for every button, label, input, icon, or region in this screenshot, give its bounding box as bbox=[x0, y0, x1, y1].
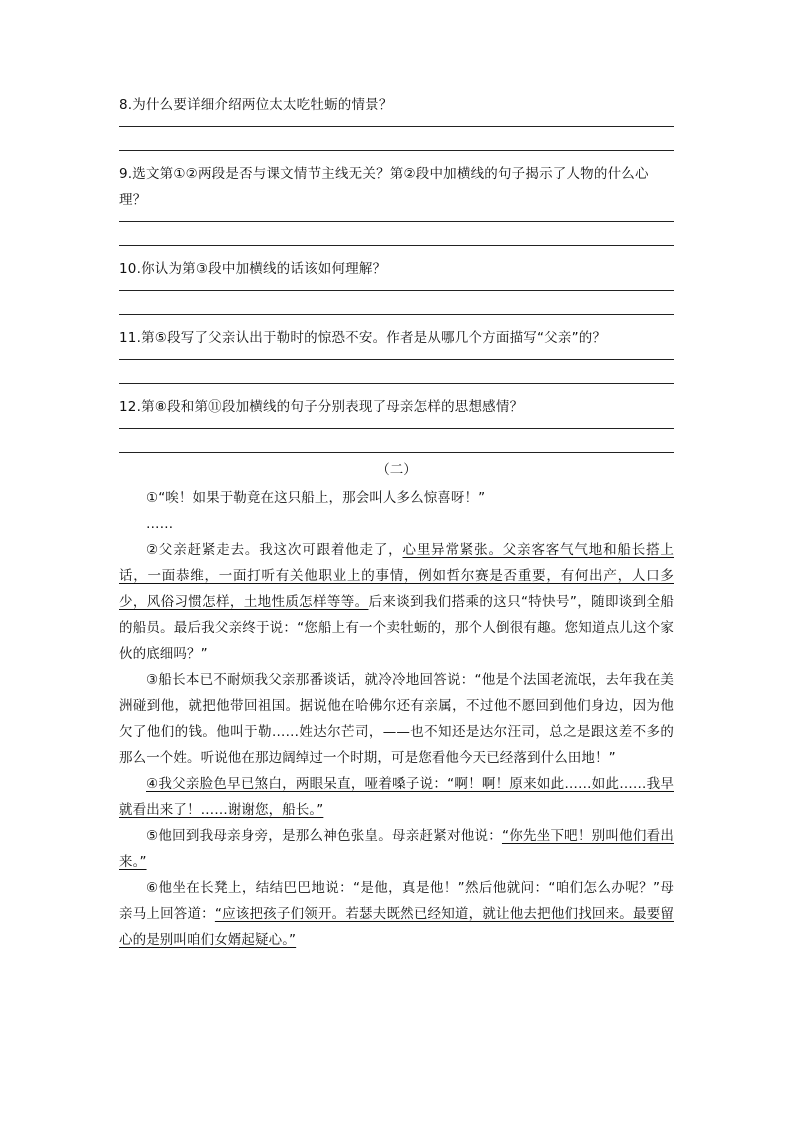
paragraph-2-start: ②父亲赶紧走去。我这次可跟着他走了， bbox=[146, 542, 403, 558]
paragraph-6-start: ⑥他坐在长凳上，结结巴巴地说：“是他，真是他！”然后他就问：“咱们怎么办呢？”母亲马上回答道： bbox=[119, 880, 674, 922]
underlined-sentence: “应该把孩子们领开。若瑟夫既然已经知道，就让他去把他们找回来。最要留心的是别叫咱们女婿起疑心。” bbox=[119, 906, 674, 948]
underlined-sentence: “你先坐下吧！别叫他们看出来。” bbox=[119, 828, 674, 870]
answer-line[interactable] bbox=[119, 150, 674, 151]
question-8: 8.为什么要详细介绍两位太太吃牡蛎的情景？ bbox=[119, 97, 393, 113]
paragraph-2 bbox=[119, 537, 674, 667]
paragraph-4 bbox=[119, 771, 674, 823]
paragraph-6 bbox=[119, 875, 674, 953]
answer-line[interactable] bbox=[119, 221, 674, 222]
paragraph-5 bbox=[119, 823, 674, 875]
question-10: 10.你认为第③段中加横线的话该如何理解？ bbox=[119, 261, 387, 277]
answer-line[interactable] bbox=[119, 428, 674, 429]
underlined-sentence: 心里异常紧张。父亲客客气气地和船长搭上话，一面恭维，一面打听有关他职业上的事情，例如哲尔赛是否重要，有何出产，人口多少，风俗习惯怎样，土地性质怎样等等。 bbox=[119, 542, 674, 610]
answer-line[interactable] bbox=[119, 452, 674, 453]
answer-line[interactable] bbox=[119, 290, 674, 291]
answer-line[interactable] bbox=[119, 314, 674, 315]
underlined-sentence: ④我父亲脸色早已煞白，两眼呆直，哑着嗓子说：“啊！啊！原来如此……如此……我早就看出来了！……谢谢您，船长。” bbox=[119, 776, 674, 818]
worksheet-page bbox=[119, 92, 674, 953]
question-9: 9.选文第①②两段是否与课文情节主线无关？第②段中加横线的句子揭示了人物的什么心理？ bbox=[119, 166, 649, 208]
answer-line[interactable] bbox=[119, 245, 674, 246]
question-12: 12.第⑧段和第⑪段加横线的句子分别表现了母亲怎样的思想感情？ bbox=[119, 399, 524, 415]
answer-line[interactable] bbox=[119, 383, 674, 384]
paragraph-3: ③船长本已不耐烦我父亲那番谈话，就冷冷地回答说：“他是个法国老流氓，去年我在美洲碰到他，就把他带回祖国。据说他在哈佛尔还有亲属，不过他不愿回到他们身边，因为他欠了他们的钱。他叫于勒……姓达尔芒司，——也不知还是达尔汪司，总之是跟这差不多的那么一个姓。听说他在那边阔绰过一个时期，可是您看他今天已经落到什么田地！” bbox=[119, 672, 674, 766]
answer-line[interactable] bbox=[119, 126, 674, 127]
answer-line[interactable] bbox=[119, 359, 674, 360]
paragraph-2-end: 后来谈到我们搭乘的这只“特快号”，随即谈到全船的船员。最后我父亲终于说：“您船上有一个卖牡蛎的，那个人倒很有趣。您知道点儿这个家伙的底细吗？” bbox=[119, 594, 674, 662]
paragraph-1: ①“唉！如果于勒竟在这只船上，那会叫人多么惊喜呀！” bbox=[146, 490, 486, 506]
paragraph-5-start: ⑤他回到我母亲身旁，是那么神色张皇。母亲赶紧对他说： bbox=[146, 828, 502, 844]
question-11: 11.第⑤段写了父亲认出于勒时的惊恐不安。作者是从哪几个方面描写“父亲”的？ bbox=[119, 330, 607, 346]
paragraph-ellipsis: …… bbox=[146, 516, 174, 532]
section-title: （二） bbox=[376, 462, 417, 478]
